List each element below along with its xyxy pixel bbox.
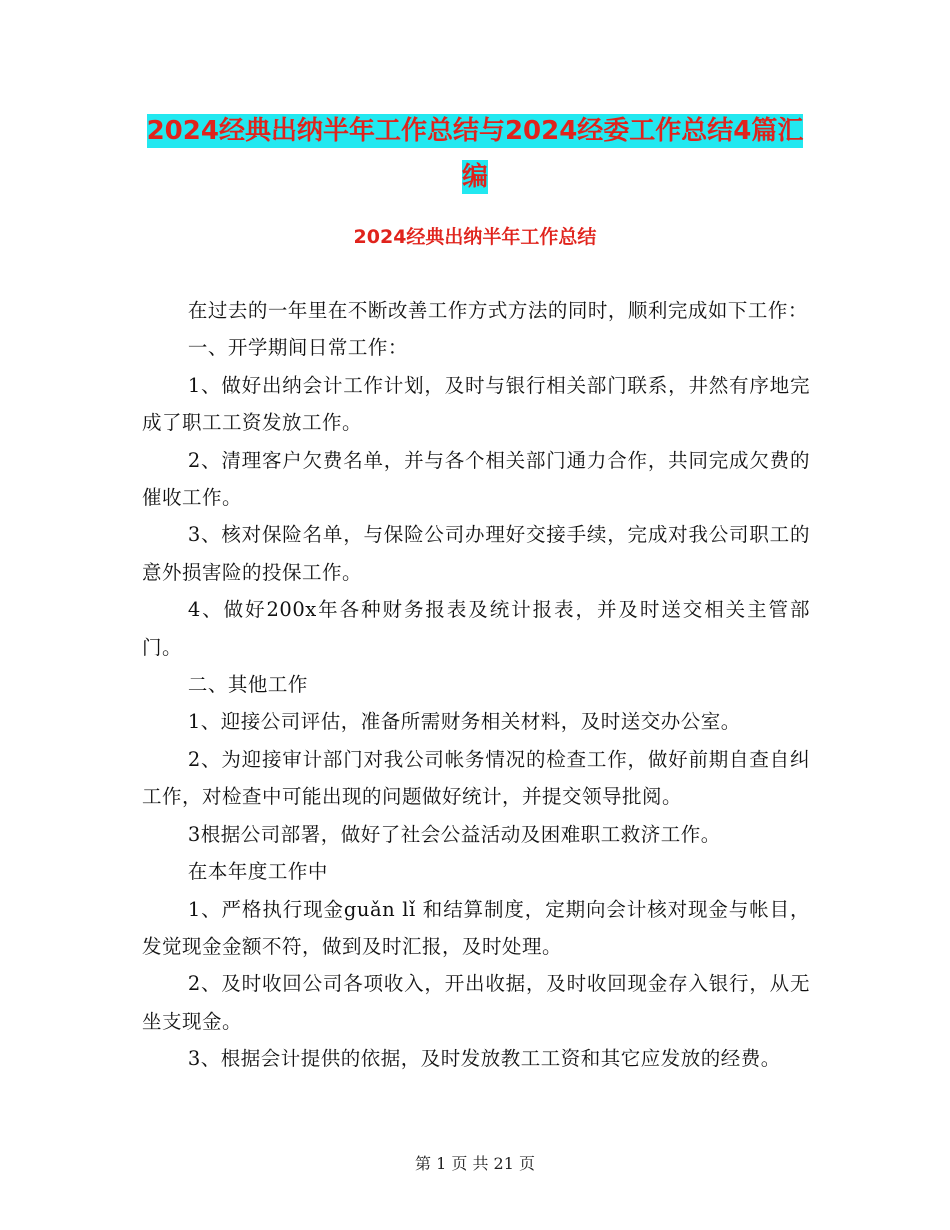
page-footer: 第 1 页 共 21 页 <box>415 1154 535 1173</box>
document-body <box>142 292 810 1078</box>
paragraph: 1、做好出纳会计工作计划，及时与银行相关部门联系，井然有序地完成了职工工资发放工作。 <box>142 373 810 435</box>
paragraph: 3、核对保险名单，与保险公司办理好交接手续，完成对我公司职工的意外损害险的投保工作。 <box>142 523 810 584</box>
paragraph: 一、开学期间日常工作： <box>187 336 408 360</box>
paragraph: 2、及时收回公司各项收入，开出收据，及时收回现金存入银行，从无坐支现金。 <box>142 972 810 1033</box>
paragraph: 2、为迎接审计部门对我公司帐务情况的检查工作，做好前期自查自纠工作，对检查中可能出现的问题做好统计，并提交领导批阅。 <box>142 747 810 809</box>
paragraph: 在本年度工作中 <box>187 860 328 884</box>
paragraph: 1、迎接公司评估，准备所需财务相关材料，及时送交办公室。 <box>187 710 741 734</box>
paragraph: 3、根据会计提供的依据，及时发放教工工资和其它应发放的经费。 <box>187 1047 781 1071</box>
paragraph: 二、其他工作 <box>187 673 308 697</box>
paragraph: 3根据公司部署，做好了社会公益活动及困难职工救济工作。 <box>187 822 721 846</box>
paragraph: 2、清理客户欠费名单，并与各个相关部门通力合作，共同完成欠费的催收工作。 <box>142 448 810 510</box>
paragraph: 1、严格执行现金guǎn lǐ 和结算制度，定期向会计核对现金与帐目，发觉现金金额不符，做到及时汇报，及时处理。 <box>142 897 810 958</box>
paragraph: 在过去的一年里在不断改善工作方式方法的同时，顺利完成如下工作： <box>187 299 808 322</box>
document-title-text: 2024经典出纳半年工作总结与2024经委工作总结4篇汇编 <box>146 116 804 192</box>
paragraph: 4、做好200x年各种财务报表及统计报表，并及时送交相关主管部门。 <box>142 598 810 659</box>
document-title <box>140 108 810 200</box>
section-title: 2024经典出纳半年工作总结 <box>353 226 597 248</box>
